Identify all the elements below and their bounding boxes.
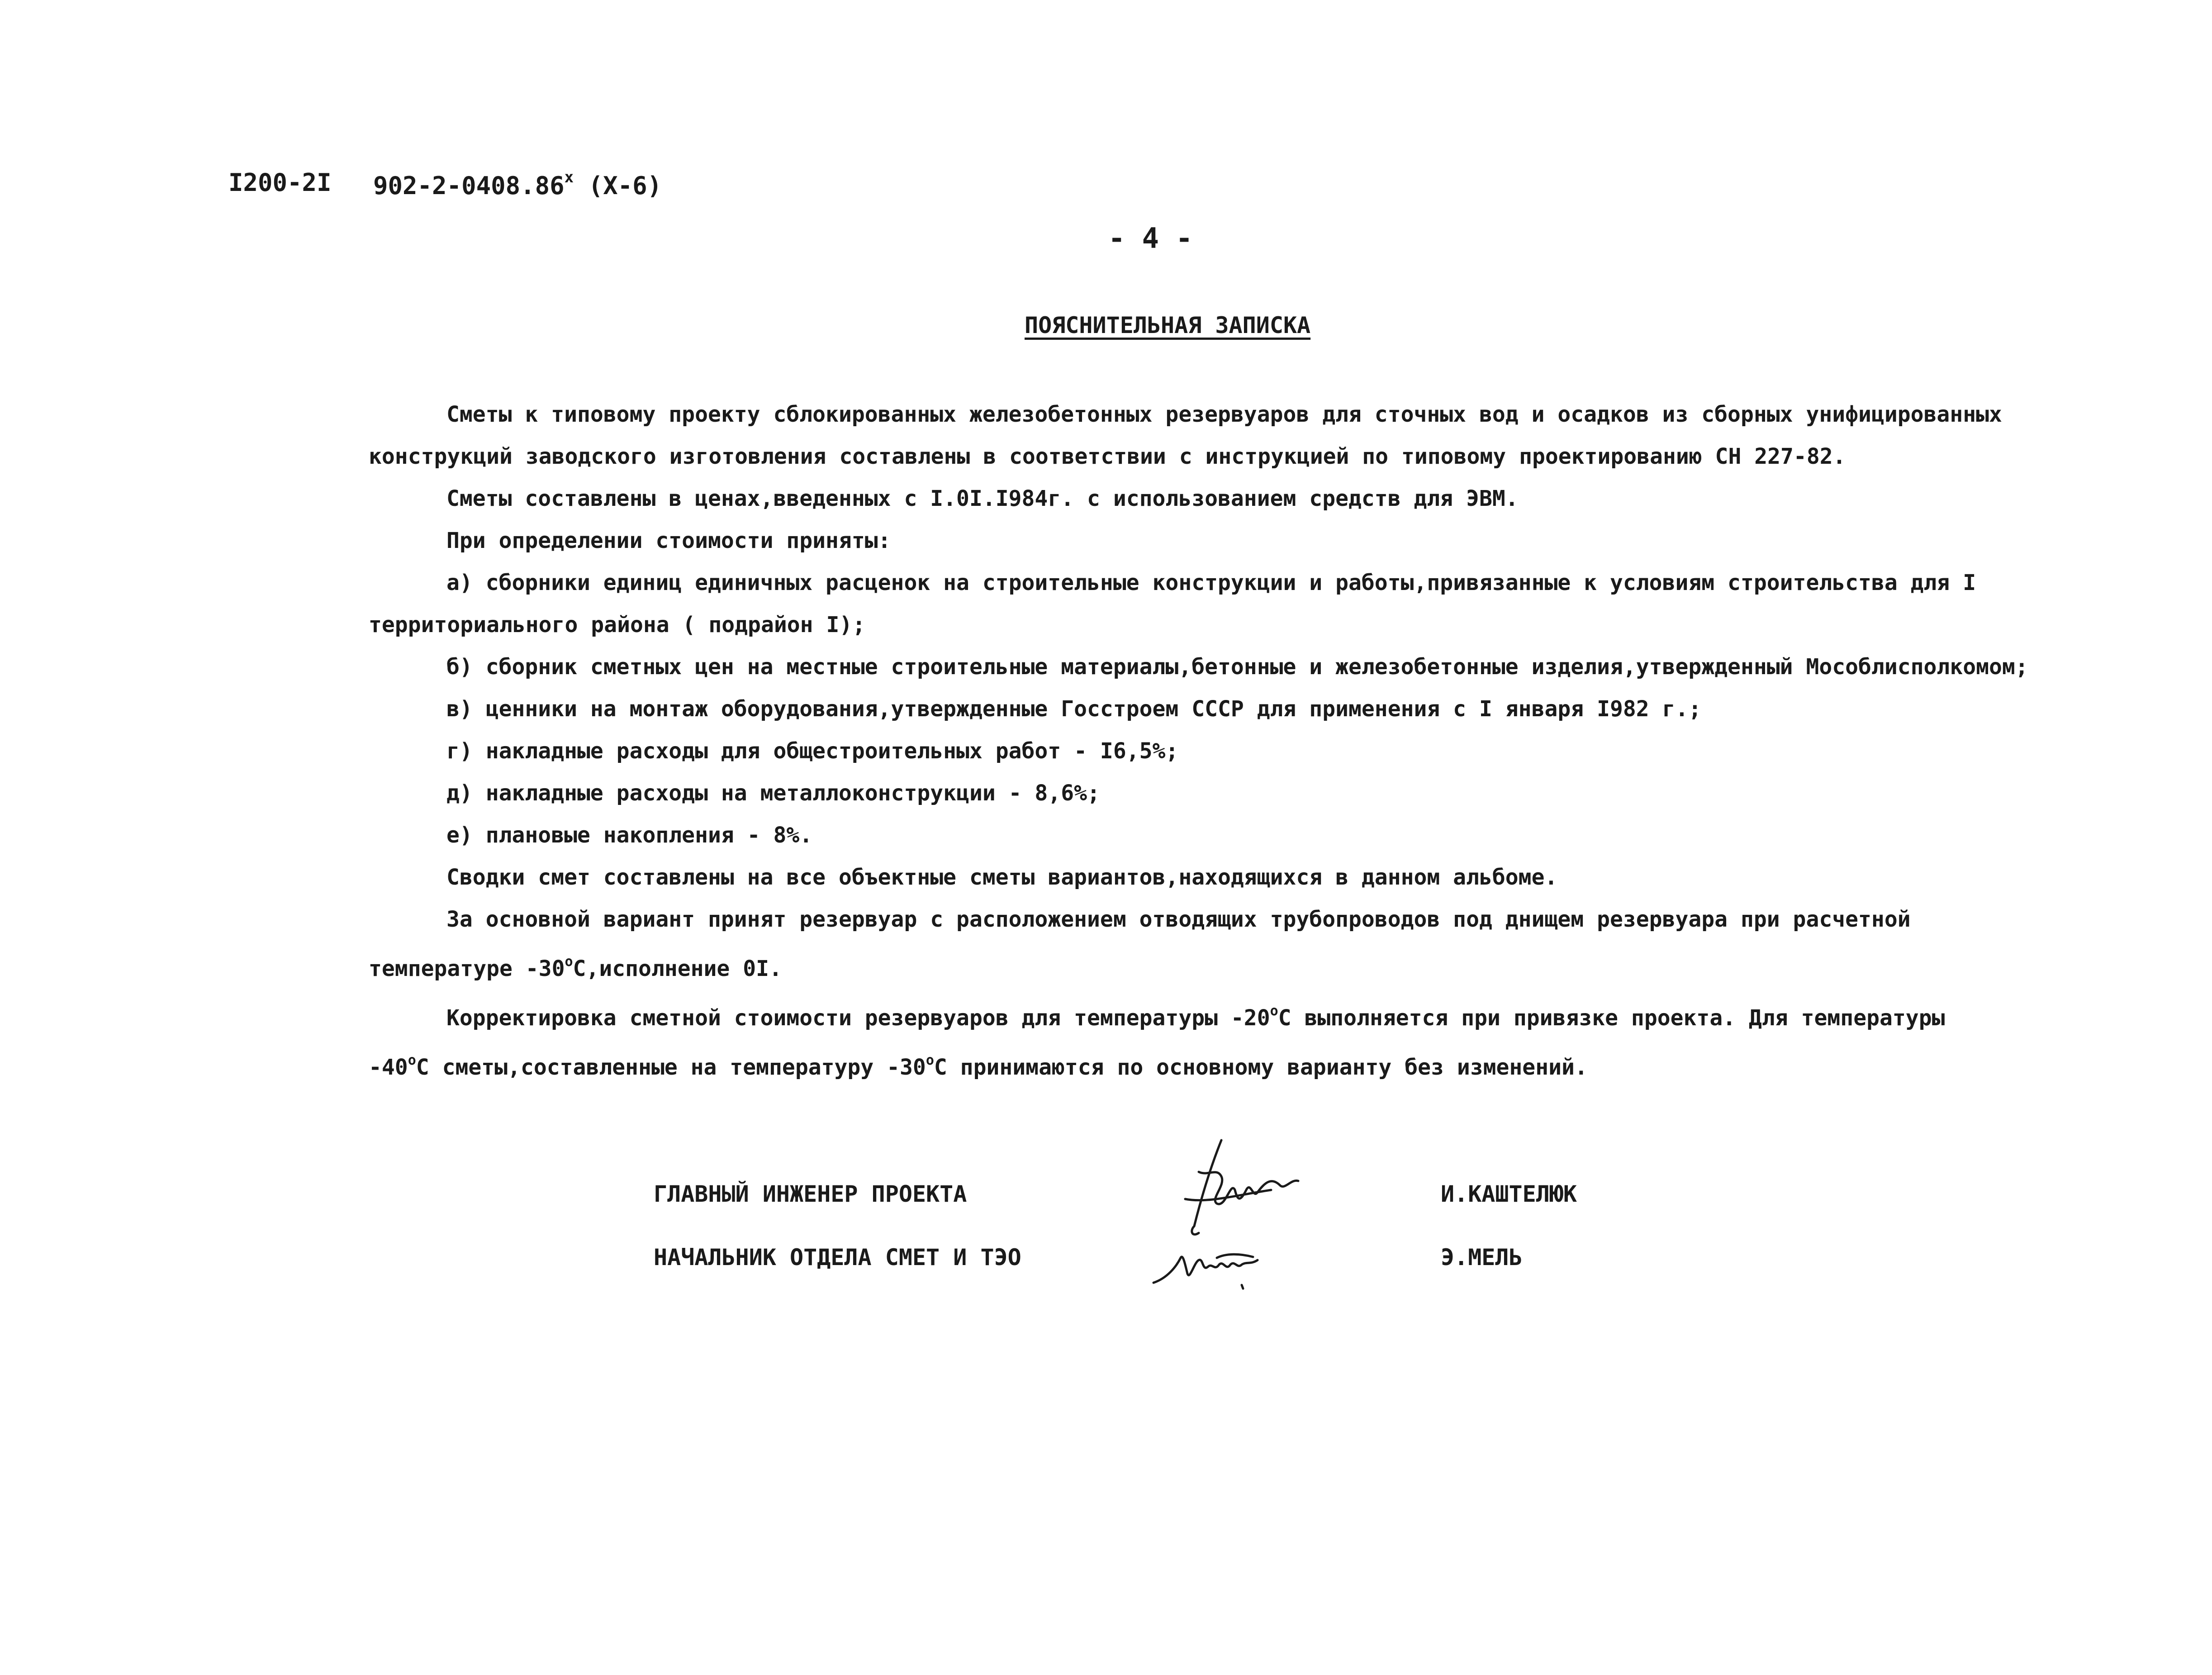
project-code (373, 168, 662, 200)
paragraph-6-line-2 (369, 1039, 2042, 1089)
list-item-c: в) ценники на монтаж оборудования,утвержденные Госстроем СССР для применения с I января I982 г.; (446, 696, 1702, 722)
p6-text-a: Корректировка сметной стоимости резервуаров для температуры -20 (446, 1005, 1270, 1031)
degree-mark: о (565, 954, 573, 970)
degree-mark: о (926, 1052, 934, 1068)
p5-text-a: температуре -30 (369, 956, 565, 981)
handwritten-signature-1 (1167, 1136, 1303, 1244)
signatory-role-chief-engineer: ГЛАВНЫЙ ИНЖЕНЕР ПРОЕКТА (654, 1181, 967, 1207)
paragraph-5-line-2 (369, 941, 2042, 990)
p6-text-e: С принимаются по основному варианту без изменений. (934, 1055, 1588, 1080)
project-code-mark: х (564, 168, 574, 186)
signatory-role-department-head: НАЧАЛЬНИК ОТДЕЛА СМЕТ И ТЭО (654, 1244, 1021, 1271)
list-item-b: б) сборник сметных цен на местные строительные материалы,бетонные и железобетонные изделия,утвержденный Мособлисполкомом; (446, 654, 2028, 680)
list-item-a-line-1: а) сборники единиц единичных расценок на строительные конструкции и работы,привязанные к условиям строительства для I (446, 570, 1976, 595)
paragraph-5-line-1: За основной вариант принят резервуар с расположением отводящих трубопроводов под днищем резервуара при расчетной (446, 907, 1911, 932)
signatory-name-department-head: Э.МЕЛЬ (1441, 1244, 1523, 1271)
paragraph-1-line-1: Сметы к типовому проекту сблокированных железобетонных резервуаров для сточных вод и осадков из сборных унифицированных (446, 402, 2002, 427)
handwritten-signature-2 (1149, 1240, 1285, 1294)
paragraph-2: Сметы составлены в ценах,введенных с I.0I.I984г. с использованием средств для ЭВМ. (446, 486, 1519, 511)
document-title: ПОЯСНИТЕЛЬНАЯ ЗАПИСКА (1025, 312, 1311, 338)
project-code-main: 902-2-0408.86 (373, 171, 565, 200)
paragraph-4: Сводки смет составлены на все объектные сметы вариантов,находящихся в данном альбоме. (446, 865, 1558, 890)
project-code-suffix: (X-6) (574, 171, 662, 200)
list-item-f: е) плановые накопления - 8%. (446, 823, 813, 848)
list-item-d: г) накладные расходы для общестроительных работ - I6,5%; (446, 738, 1179, 764)
paragraph-1-line-2: конструкций заводского изготовления составлены в соответствии с инструкцией по типовому проектированию СН 227-82. (369, 444, 1846, 469)
degree-mark: о (408, 1052, 416, 1068)
explanatory-note-body (369, 394, 2042, 1089)
paragraph-3: При определении стоимости приняты: (446, 528, 891, 553)
degree-mark: о (1270, 1003, 1278, 1019)
page-number: - 4 - (1108, 222, 1193, 255)
sheet-code: I200-2I (228, 168, 332, 197)
paragraph-6-line-1 (369, 990, 2042, 1039)
signatory-name-chief-engineer: И.КАШТЕЛЮК (1441, 1181, 1577, 1207)
p6-text-b: С выполняется при привязке проекта. Для температуры (1278, 1005, 1945, 1031)
list-item-e: д) накладные расходы на металлоконструкции - 8,6%; (446, 780, 1100, 806)
p5-text-b: С,исполнение 0I. (573, 956, 782, 981)
p6-text-d: С сметы,составленные на температуру -30 (416, 1055, 926, 1080)
p6-text-c: -40 (369, 1055, 408, 1080)
list-item-a-line-2: территориального района ( подрайон I); (369, 612, 866, 638)
